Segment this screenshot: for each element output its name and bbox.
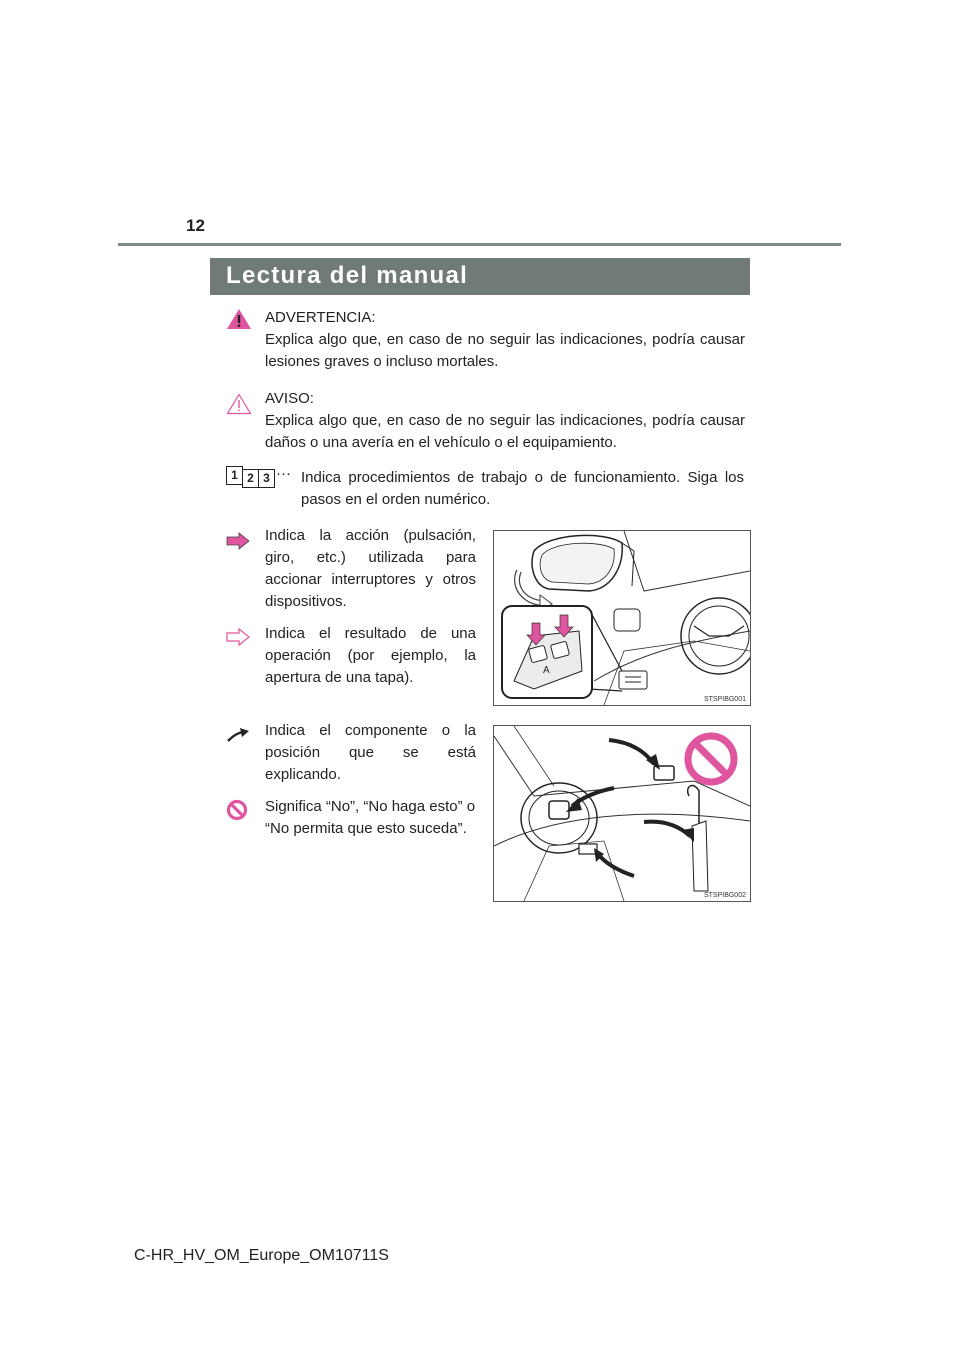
- warning-line: lesiones graves o incluso mortales.: [265, 353, 499, 370]
- figure-code: STSPIBG001: [703, 696, 746, 703]
- result-line: operación (por ejemplo, la: [265, 647, 476, 664]
- caution-triangle-outline-icon: [226, 393, 252, 415]
- page-number: 12: [186, 216, 205, 235]
- figure-dashboard-prohibited: [493, 725, 751, 902]
- warning-text: [265, 307, 745, 373]
- warning-line: Explica algo que, en caso de no seguir las indicaciones, podría causar: [265, 331, 745, 348]
- result-line: Indica el resultado de una: [265, 625, 476, 642]
- action-line: giro, etc.) utilizada para: [265, 549, 476, 566]
- pointer-text: [265, 720, 476, 786]
- steps-line: Indica procedimientos de trabajo o de funcionamiento. Siga los: [301, 469, 744, 486]
- section-title: Lectura del manual: [226, 262, 469, 289]
- figure-mirror-switch-illustration: [494, 531, 750, 705]
- result-arrow-outline-icon: [226, 628, 250, 646]
- result-line: apertura de una tapa).: [265, 669, 414, 686]
- pointer-arrow-icon: [226, 727, 250, 743]
- figure-dashboard-illustration: [494, 726, 750, 901]
- action-line: Indica la acción (pulsación,: [265, 527, 476, 544]
- steps-line: pasos en el orden numérico.: [301, 491, 491, 508]
- caution-heading: AVISO:: [265, 390, 314, 407]
- pointer-line: explicando.: [265, 766, 341, 783]
- pointer-line: Indica el componente o la: [265, 722, 476, 739]
- pointer-line: posición que se está: [265, 744, 476, 761]
- action-text: [265, 525, 476, 613]
- result-text: [265, 623, 476, 689]
- step-one-box: 1: [226, 466, 243, 485]
- footer-document-id: C-HR_HV_OM_Europe_OM10711S: [134, 1247, 389, 1264]
- header-rule: [118, 243, 841, 246]
- steps-separator: ···: [276, 465, 291, 482]
- step-three-box: 3: [258, 469, 275, 488]
- step-two-box: 2: [242, 469, 259, 488]
- caution-line: daños o una avería en el vehículo o el equipamiento.: [265, 434, 617, 451]
- step-numbers-icon: [226, 464, 276, 488]
- prohibited-icon: [226, 799, 248, 821]
- figure-code: STSPIBG002: [703, 892, 746, 899]
- prohibited-line: “No permita que esto suceda”.: [265, 820, 467, 837]
- action-line: accionar interruptores y otros: [265, 571, 476, 588]
- section-title-bar: [210, 258, 750, 295]
- caution-line: Explica algo que, en caso de no seguir las indicaciones, podría causar: [265, 412, 745, 429]
- warning-triangle-filled-icon: [226, 308, 252, 330]
- steps-text: [301, 467, 744, 511]
- prohibited-line: Significa “No”, “No haga esto” o: [265, 798, 476, 815]
- prohibited-text: [265, 796, 480, 840]
- warning-heading: ADVERTENCIA:: [265, 309, 376, 326]
- figure-mirror-switch: [493, 530, 751, 706]
- caution-text: [265, 388, 745, 454]
- figure-callout-letter: A: [543, 665, 550, 676]
- action-line: dispositivos.: [265, 593, 347, 610]
- action-arrow-filled-icon: [226, 532, 250, 550]
